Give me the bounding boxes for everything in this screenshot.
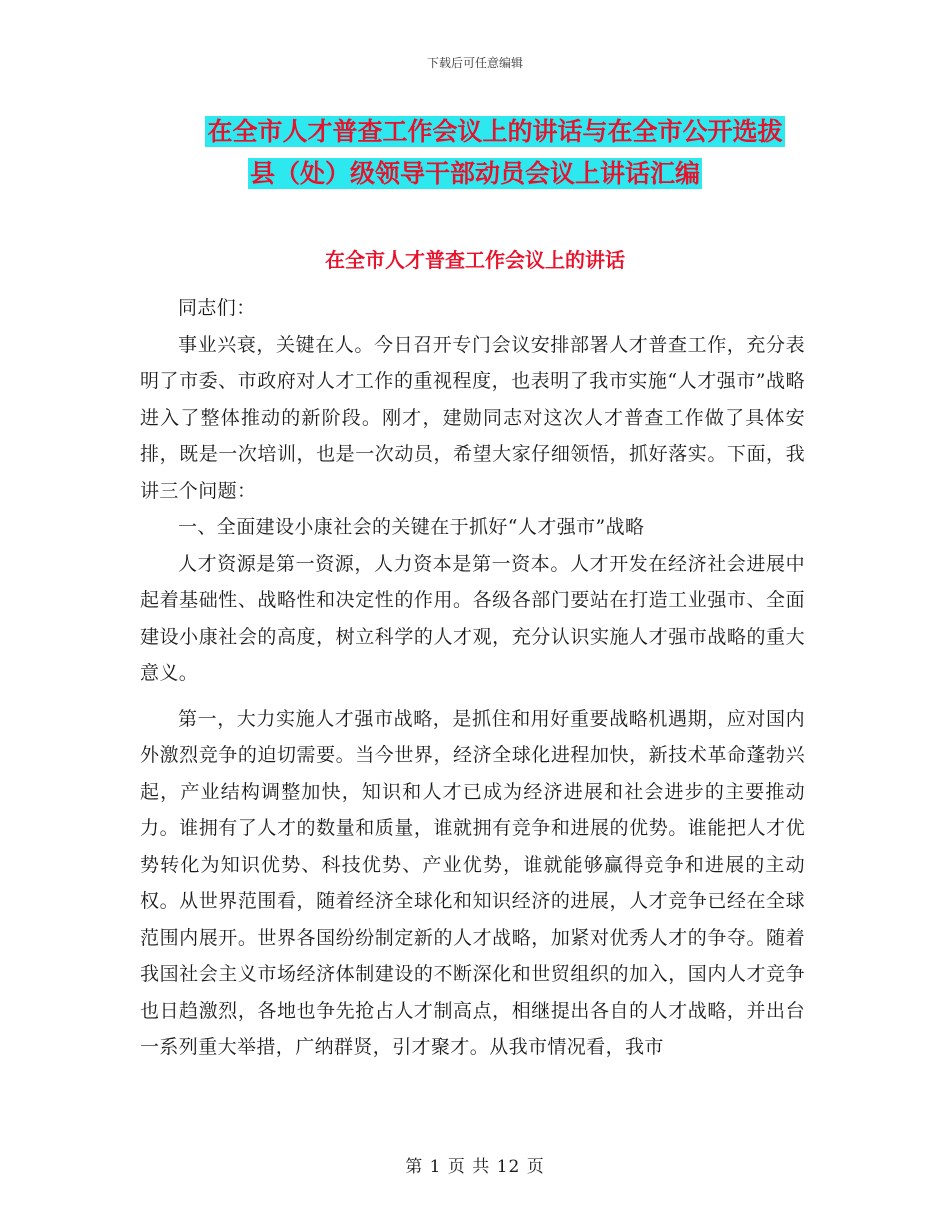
main-title-line-2 bbox=[0, 152, 950, 196]
page-footer: 第 1 页 共 12 页 bbox=[405, 1157, 545, 1177]
header-note: 下载后可任意编辑 bbox=[426, 56, 523, 70]
heading-paragraph: 一、全面建设小康社会的关键在于抓好“人才强市”战略 bbox=[178, 516, 645, 538]
body-paragraph: 第一，大力实施人才强市战略，是抓住和用好重要战略机遇期，应对国内外激烈竞争的迫切需要。当今世界，经济全球化进程加快，新技术革命蓬勃兴起，产业结构调整加快，知识和人才已成为经济进展和社会进步的主要推动力。谁拥有了人才的数量和质量，谁就拥有竞争和进展的优势。谁能把人才优势转化为知识优势、科技优势、产业优势，谁就能够赢得竞争和进展的主动权。从世界范围看，随着经济全球化和知识经济的进展，人才竞争已经在全球范围内展开。世界各国纷纷制定新的人才战略，加紧对优秀人才的争夺。随着我国社会主义市场经济体制建设的不断深化和世贸组织的加入，国内人才竞争也日趋激烈，各地也争先抢占人才制高点，相继提出各自的人才战略，并出台一系列重大举措，广纳群贤，引才聚才。从我市情况看，我市 bbox=[140, 707, 805, 1058]
intro-paragraph: 事业兴衰，关键在人。今日召开专门会议安排部署人才普查工作，充分表明了市委、市政府对人才工作的重视程度，也表明了我市实施“人才强市”战略进入了整体推动的新阶段。刚才，建勋同志对这次人才普查工作做了具体安排，既是一次培训，也是一次动员，希望大家仔细领悟，抓好落实。下面，我讲三个问题： bbox=[140, 333, 805, 502]
main-title-line-1-text: 在全市人才普查工作会议上的讲话与在全市公开选拔 bbox=[207, 117, 783, 146]
document-body bbox=[140, 290, 805, 1066]
body-paragraph: 人才资源是第一资源，人力资本是第一资本。人才开发在经济社会进展中起着基础性、战略性和决定性的作用。各级各部门要站在打造工业强市、全面建设小康社会的高度，树立科学的人才观，充分认识实施人才强市战略的重大意义。 bbox=[140, 552, 805, 684]
main-title-line-1 bbox=[0, 110, 950, 154]
main-title-line-2-text: 县（处）级领导干部动员会议上讲话汇编 bbox=[249, 159, 700, 188]
section-title: 在全市人才普查工作会议上的讲话 bbox=[325, 248, 625, 272]
salutation-paragraph: 同志们： bbox=[178, 297, 256, 319]
